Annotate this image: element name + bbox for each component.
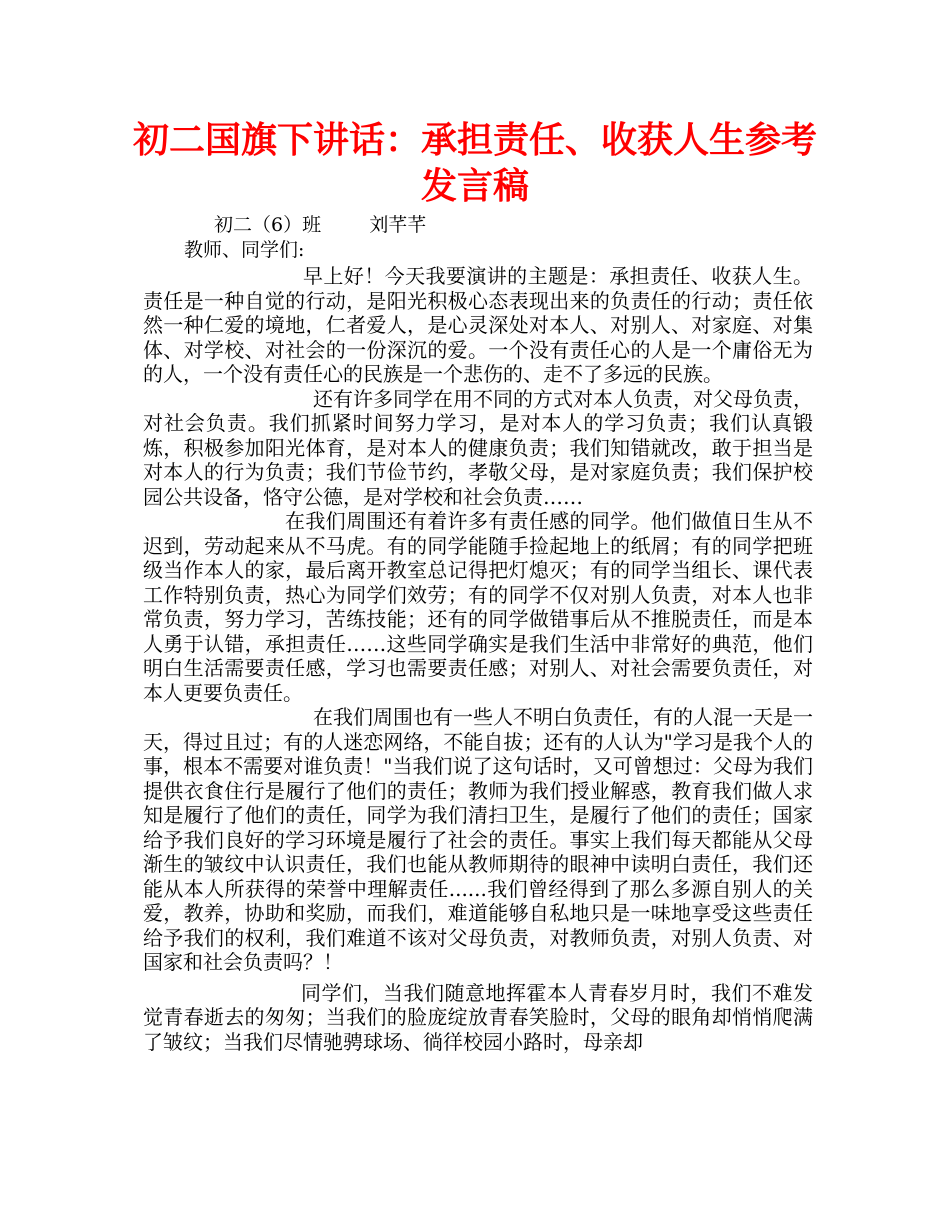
author-byline: 初二（6）班 刘芊芊 [214,214,427,236]
document-body [143,264,813,1054]
paragraph: 早上好！今天我要演讲的主题是：承担责任、收获人生。责任是一种自觉的行动，是阳光积极心态表现出来的负责任的行动；责任依然一种仁爱的境地，仁者爱人，是心灵深处对本人、对别人、对家庭、对集体、对学校、对社会的一份深沉的爱。一个没有责任心的人是一个庸俗无为的人，一个没有责任心的民族是一个悲伤的、走不了多远的民族。 [143,264,813,386]
document-title: 初二国旗下讲话：承担责任、收获人生参考发言稿 [132,120,817,207]
paragraph: 同学们，当我们随意地挥霍本人青春岁月时，我们不难发觉青春逝去的匆匆；当我们的脸庞绽放青春笑脸时，父母的眼角却悄悄爬满了皱纹；当我们尽情驰骋球场、徜徉校园小路时，母亲却 [143,980,813,1054]
paragraph: 在我们周围还有着许多有责任感的同学。他们做值日生从不迟到，劳动起来从不马虎。有的同学能随手捡起地上的纸屑；有的同学把班级当作本人的家，最后离开教室总记得把灯熄灭；有的同学当组长、课代表工作特别负责，热心为同学们效劳；有的同学不仅对别人负责，对本人也非常负责，努力学习，苦练技能；还有的同学做错事后从不推脱责任，而是本人勇于认错，承担责任……这些同学确实是我们生活中非常好的典范，他们明白生活需要责任感，学习也需要责任感；对别人、对社会需要负责任，对本人更要负责任。 [143,509,813,705]
salutation: 教师、同学们: [184,239,305,261]
paragraph: 还有许多同学在用不同的方式对本人负责，对父母负责，对社会负责。我们抓紧时间努力学习，是对本人的学习负责；我们认真锻炼，积极参加阳光体育，是对本人的健康负责；我们知错就改，敢于担当是对本人的行为负责；我们节俭节约，孝敬父母，是对家庭负责；我们保护校园公共设备，恪守公德，是对学校和社会负责…… [143,386,813,509]
paragraph: 在我们周围也有一些人不明白负责任，有的人混一天是一天，得过且过；有的人迷恋网络，不能自拔；还有的人认为"学习是我个人的事，根本不需要对谁负责！"当我们说了这句话时，又可曾想过：父母为我们提供衣食住行是履行了他们的责任；教师为我们授业解惑，教育我们做人求知是履行了他们的责任，同学为我们清扫卫生，是履行了他们的责任；国家给予我们良好的学习环境是履行了社会的责任。事实上我们每天都能从父母渐生的皱纹中认识责任，我们也能从教师期待的眼神中读明白责任，我们还能从本人所获得的荣誉中理解责任......我们曾经得到了那么多源自别人的关爱，教养，协助和奖励，而我们，难道能够自私地只是一味地享受这些责任给予我们的权利，我们难道不该对父母负责，对教师负责，对别人负责、对国家和社会负责吗？！ [143,705,813,974]
